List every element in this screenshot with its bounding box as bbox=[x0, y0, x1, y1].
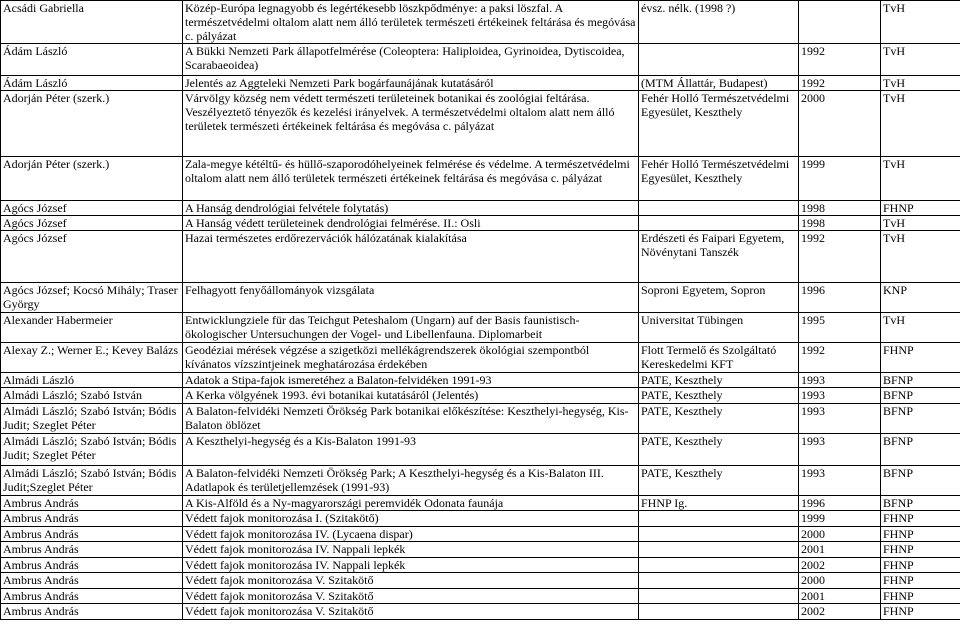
table-row bbox=[1, 283, 960, 313]
table-row bbox=[1, 373, 960, 388]
table-row bbox=[1, 511, 960, 527]
table-row bbox=[1, 466, 960, 496]
title-cell: A Balaton-felvidéki Nemzeti Örökség Park botanikai előkészítése: Keszthelyi-hegység, Kis-Balaton öblözet bbox=[183, 404, 639, 434]
year-cell: 1999 bbox=[799, 511, 881, 527]
code-cell: BFNP bbox=[881, 466, 960, 496]
publisher-cell bbox=[639, 558, 799, 573]
title-cell: A Kis-Alföld és a Ny-magyarországi peremvidék Odonata faunája bbox=[183, 496, 639, 511]
publisher-cell bbox=[639, 44, 799, 76]
table-row bbox=[1, 542, 960, 558]
year-cell: 1996 bbox=[799, 283, 881, 313]
code-cell: FHNP bbox=[881, 201, 960, 216]
year-cell: 1996 bbox=[799, 496, 881, 511]
table-row bbox=[1, 157, 960, 201]
publisher-cell bbox=[639, 527, 799, 542]
table-row bbox=[1, 573, 960, 589]
title-cell: Közép-Európa legnagyobb és legértékesebb löszkpődménye: a paksi löszfal. A természetvédelmi oltalom alatt nem álló területek természeti értékeinek feltárása és megóvása c. pályázat bbox=[183, 1, 639, 44]
code-cell: TvH bbox=[881, 76, 960, 91]
table-row bbox=[1, 343, 960, 373]
code-cell: FHNP bbox=[881, 573, 960, 589]
title-cell: Védett fajok monitorozása V. Szitakötő bbox=[183, 604, 639, 620]
code-cell: TvH bbox=[881, 91, 960, 157]
year-cell: 2000 bbox=[799, 91, 881, 157]
title-cell: Védett fajok monitorozása IV. Nappali lepkék bbox=[183, 558, 639, 573]
publisher-cell: Soproni Egyetem, Sopron bbox=[639, 283, 799, 313]
table-row bbox=[1, 313, 960, 343]
title-cell: Jelentés az Aggteleki Nemzeti Park bogárfaunájának kutatásáról bbox=[183, 76, 639, 91]
code-cell: TvH bbox=[881, 313, 960, 343]
title-cell: Védett fajok monitorozása I. (Szitakötő) bbox=[183, 511, 639, 527]
table-row bbox=[1, 388, 960, 404]
author-cell: Ambrus András bbox=[1, 527, 183, 542]
publisher-cell: Erdészeti és Faipari Egyetem, Növénytani Tanszék bbox=[639, 231, 799, 283]
code-cell: BFNP bbox=[881, 434, 960, 466]
author-cell: Agócs József bbox=[1, 201, 183, 216]
year-cell: 2001 bbox=[799, 542, 881, 558]
author-cell: Ambrus András bbox=[1, 542, 183, 558]
title-cell: Entwicklungziele für das Teichgut Peteshalom (Ungarn) auf der Basis faunistisch-ökologischer Untersuchungen der Vogel- und Libellenfauna. Diplomarbeit bbox=[183, 313, 639, 343]
code-cell: FHNP bbox=[881, 511, 960, 527]
publisher-cell bbox=[639, 542, 799, 558]
author-cell: Almádi László; Szabó István; Bódis Judit; Szeglet Péter bbox=[1, 404, 183, 434]
year-cell: 1992 bbox=[799, 44, 881, 76]
author-cell: Agócs József bbox=[1, 231, 183, 283]
title-cell: Zala-megye kétéltű- és hüllő-szaporodóhelyeinek felmérése és védelme. A természetvédelmi oltalom alatt nem álló területek természeti értékeinek feltárása és megóvása c. pályázat bbox=[183, 157, 639, 201]
author-cell: Agócs József bbox=[1, 216, 183, 231]
table-row bbox=[1, 404, 960, 434]
publisher-cell: PATE, Keszthely bbox=[639, 373, 799, 388]
publisher-cell bbox=[639, 573, 799, 589]
publisher-cell: Fehér Holló Természetvédelmi Egyesület, Keszthely bbox=[639, 91, 799, 157]
title-cell: Hazai természetes erdőrezervációk hálózatának kialakítása bbox=[183, 231, 639, 283]
code-cell: TvH bbox=[881, 216, 960, 231]
code-cell: FHNP bbox=[881, 558, 960, 573]
code-cell: BFNP bbox=[881, 404, 960, 434]
publisher-cell: Universitat Tübingen bbox=[639, 313, 799, 343]
year-cell: 2001 bbox=[799, 589, 881, 604]
table-row bbox=[1, 216, 960, 231]
code-cell: KNP bbox=[881, 283, 960, 313]
author-cell: Adorján Péter (szerk.) bbox=[1, 157, 183, 201]
year-cell bbox=[799, 1, 881, 44]
table-row bbox=[1, 76, 960, 91]
author-cell: Almádi László; Szabó István; Bódis Judit;Szeglet Péter bbox=[1, 466, 183, 496]
publisher-cell bbox=[639, 511, 799, 527]
publisher-cell: (MTM Állattár, Budapest) bbox=[639, 76, 799, 91]
author-cell: Ambrus András bbox=[1, 604, 183, 620]
publisher-cell: PATE, Keszthely bbox=[639, 388, 799, 404]
code-cell: TvH bbox=[881, 44, 960, 76]
publisher-cell bbox=[639, 604, 799, 620]
table-row bbox=[1, 1, 960, 44]
year-cell: 1993 bbox=[799, 404, 881, 434]
table-row bbox=[1, 201, 960, 216]
author-cell: Acsádi Gabriella bbox=[1, 1, 183, 44]
table-row bbox=[1, 231, 960, 283]
code-cell: FHNP bbox=[881, 343, 960, 373]
author-cell: Adorján Péter (szerk.) bbox=[1, 91, 183, 157]
table-row bbox=[1, 91, 960, 157]
table-row bbox=[1, 604, 960, 620]
year-cell: 1998 bbox=[799, 201, 881, 216]
code-cell: TvH bbox=[881, 157, 960, 201]
publisher-cell: FHNP Ig. bbox=[639, 496, 799, 511]
table-row bbox=[1, 527, 960, 542]
author-cell: Almádi László; Szabó István bbox=[1, 388, 183, 404]
title-cell: Védett fajok monitorozása V. Szitakötő bbox=[183, 573, 639, 589]
year-cell: 1998 bbox=[799, 216, 881, 231]
table-row bbox=[1, 44, 960, 76]
code-cell: BFNP bbox=[881, 388, 960, 404]
author-cell: Ambrus András bbox=[1, 496, 183, 511]
table-row bbox=[1, 589, 960, 604]
title-cell: A Balaton-felvidéki Nemzeti Örökség Park; A Keszthelyi-hegység és a Kis-Balaton III. Adatlapok és területjellemzések (1991-93) bbox=[183, 466, 639, 496]
year-cell: 2000 bbox=[799, 573, 881, 589]
title-cell: A Hanság dendrológiai felvétele folytatás) bbox=[183, 201, 639, 216]
author-cell: Alexay Z.; Werner E.; Kevey Balázs bbox=[1, 343, 183, 373]
year-cell: 1992 bbox=[799, 231, 881, 283]
year-cell: 2000 bbox=[799, 527, 881, 542]
bibliography-rows bbox=[1, 1, 960, 620]
code-cell: BFNP bbox=[881, 373, 960, 388]
year-cell: 1993 bbox=[799, 388, 881, 404]
publisher-cell: PATE, Keszthely bbox=[639, 466, 799, 496]
title-cell: Védett fajok monitorozása IV. (Lycaena dispar) bbox=[183, 527, 639, 542]
author-cell: Ambrus András bbox=[1, 511, 183, 527]
code-cell: FHNP bbox=[881, 604, 960, 620]
code-cell: BFNP bbox=[881, 496, 960, 511]
table-row bbox=[1, 434, 960, 466]
year-cell: 1993 bbox=[799, 466, 881, 496]
author-cell: Ambrus András bbox=[1, 589, 183, 604]
title-cell: Védett fajok monitorozása IV. Nappali lepkék bbox=[183, 542, 639, 558]
code-cell: TvH bbox=[881, 1, 960, 44]
author-cell: Almádi László; Szabó István; Bódis Judit; Szeglet Péter bbox=[1, 434, 183, 466]
publisher-cell: Flott Termelő és Szolgáltató Kereskedelmi KFT bbox=[639, 343, 799, 373]
publisher-cell bbox=[639, 589, 799, 604]
code-cell: FHNP bbox=[881, 527, 960, 542]
author-cell: Ádám László bbox=[1, 76, 183, 91]
title-cell: Védett fajok monitorozása V. Szitakötő bbox=[183, 589, 639, 604]
year-cell: 1995 bbox=[799, 313, 881, 343]
code-cell: FHNP bbox=[881, 542, 960, 558]
year-cell: 2002 bbox=[799, 558, 881, 573]
title-cell: A Hanság védett területeinek dendrológiai felmérése. II.: Osli bbox=[183, 216, 639, 231]
year-cell: 1992 bbox=[799, 76, 881, 91]
publisher-cell: évsz. nélk. (1998 ?) bbox=[639, 1, 799, 44]
author-cell: Almádi László bbox=[1, 373, 183, 388]
year-cell: 1993 bbox=[799, 373, 881, 388]
author-cell: Agócs József; Kocsó Mihály; Traser György bbox=[1, 283, 183, 313]
year-cell: 2002 bbox=[799, 604, 881, 620]
publisher-cell bbox=[639, 201, 799, 216]
title-cell: Várvölgy község nem védett természeti területeinek botanikai és zoológiai feltárása. Veszélyeztető tényezők és kezelési irányelvek. A természetvédelmi oltalom alatt nem álló területek természeti értékeinek feltárása és megóvása c. pályázat bbox=[183, 91, 639, 157]
author-cell: Alexander Habermeier bbox=[1, 313, 183, 343]
title-cell: A Keszthelyi-hegység és a Kis-Balaton 1991-93 bbox=[183, 434, 639, 466]
code-cell: FHNP bbox=[881, 589, 960, 604]
publisher-cell: Fehér Holló Természetvédelmi Egyesület, Keszthely bbox=[639, 157, 799, 201]
code-cell: TvH bbox=[881, 231, 960, 283]
table-row bbox=[1, 558, 960, 573]
publisher-cell bbox=[639, 216, 799, 231]
publisher-cell: PATE, Keszthely bbox=[639, 434, 799, 466]
title-cell: A Bükki Nemzeti Park állapotfelmérése (Coleoptera: Haliploidea, Gyrinoidea, Dytiscoidea, Scarabaeoidea) bbox=[183, 44, 639, 76]
publisher-cell: PATE, Keszthely bbox=[639, 404, 799, 434]
title-cell: Geodéziai mérések végzése a szigetközi mellékágrendszerek ökológiai szempontból kívánatos vízszintjeinek meghatározása érdekében bbox=[183, 343, 639, 373]
year-cell: 1992 bbox=[799, 343, 881, 373]
title-cell: Adatok a Stipa-fajok ismeretéhez a Balaton-felvidéken 1991-93 bbox=[183, 373, 639, 388]
title-cell: A Kerka völgyének 1993. évi botanikai kutatásáról (Jelentés) bbox=[183, 388, 639, 404]
author-cell: Ambrus András bbox=[1, 558, 183, 573]
title-cell: Felhagyott fenyőállományok vizsgálata bbox=[183, 283, 639, 313]
table-row bbox=[1, 496, 960, 511]
year-cell: 1993 bbox=[799, 434, 881, 466]
year-cell: 1999 bbox=[799, 157, 881, 201]
author-cell: Ambrus András bbox=[1, 573, 183, 589]
author-cell: Ádám László bbox=[1, 44, 183, 76]
